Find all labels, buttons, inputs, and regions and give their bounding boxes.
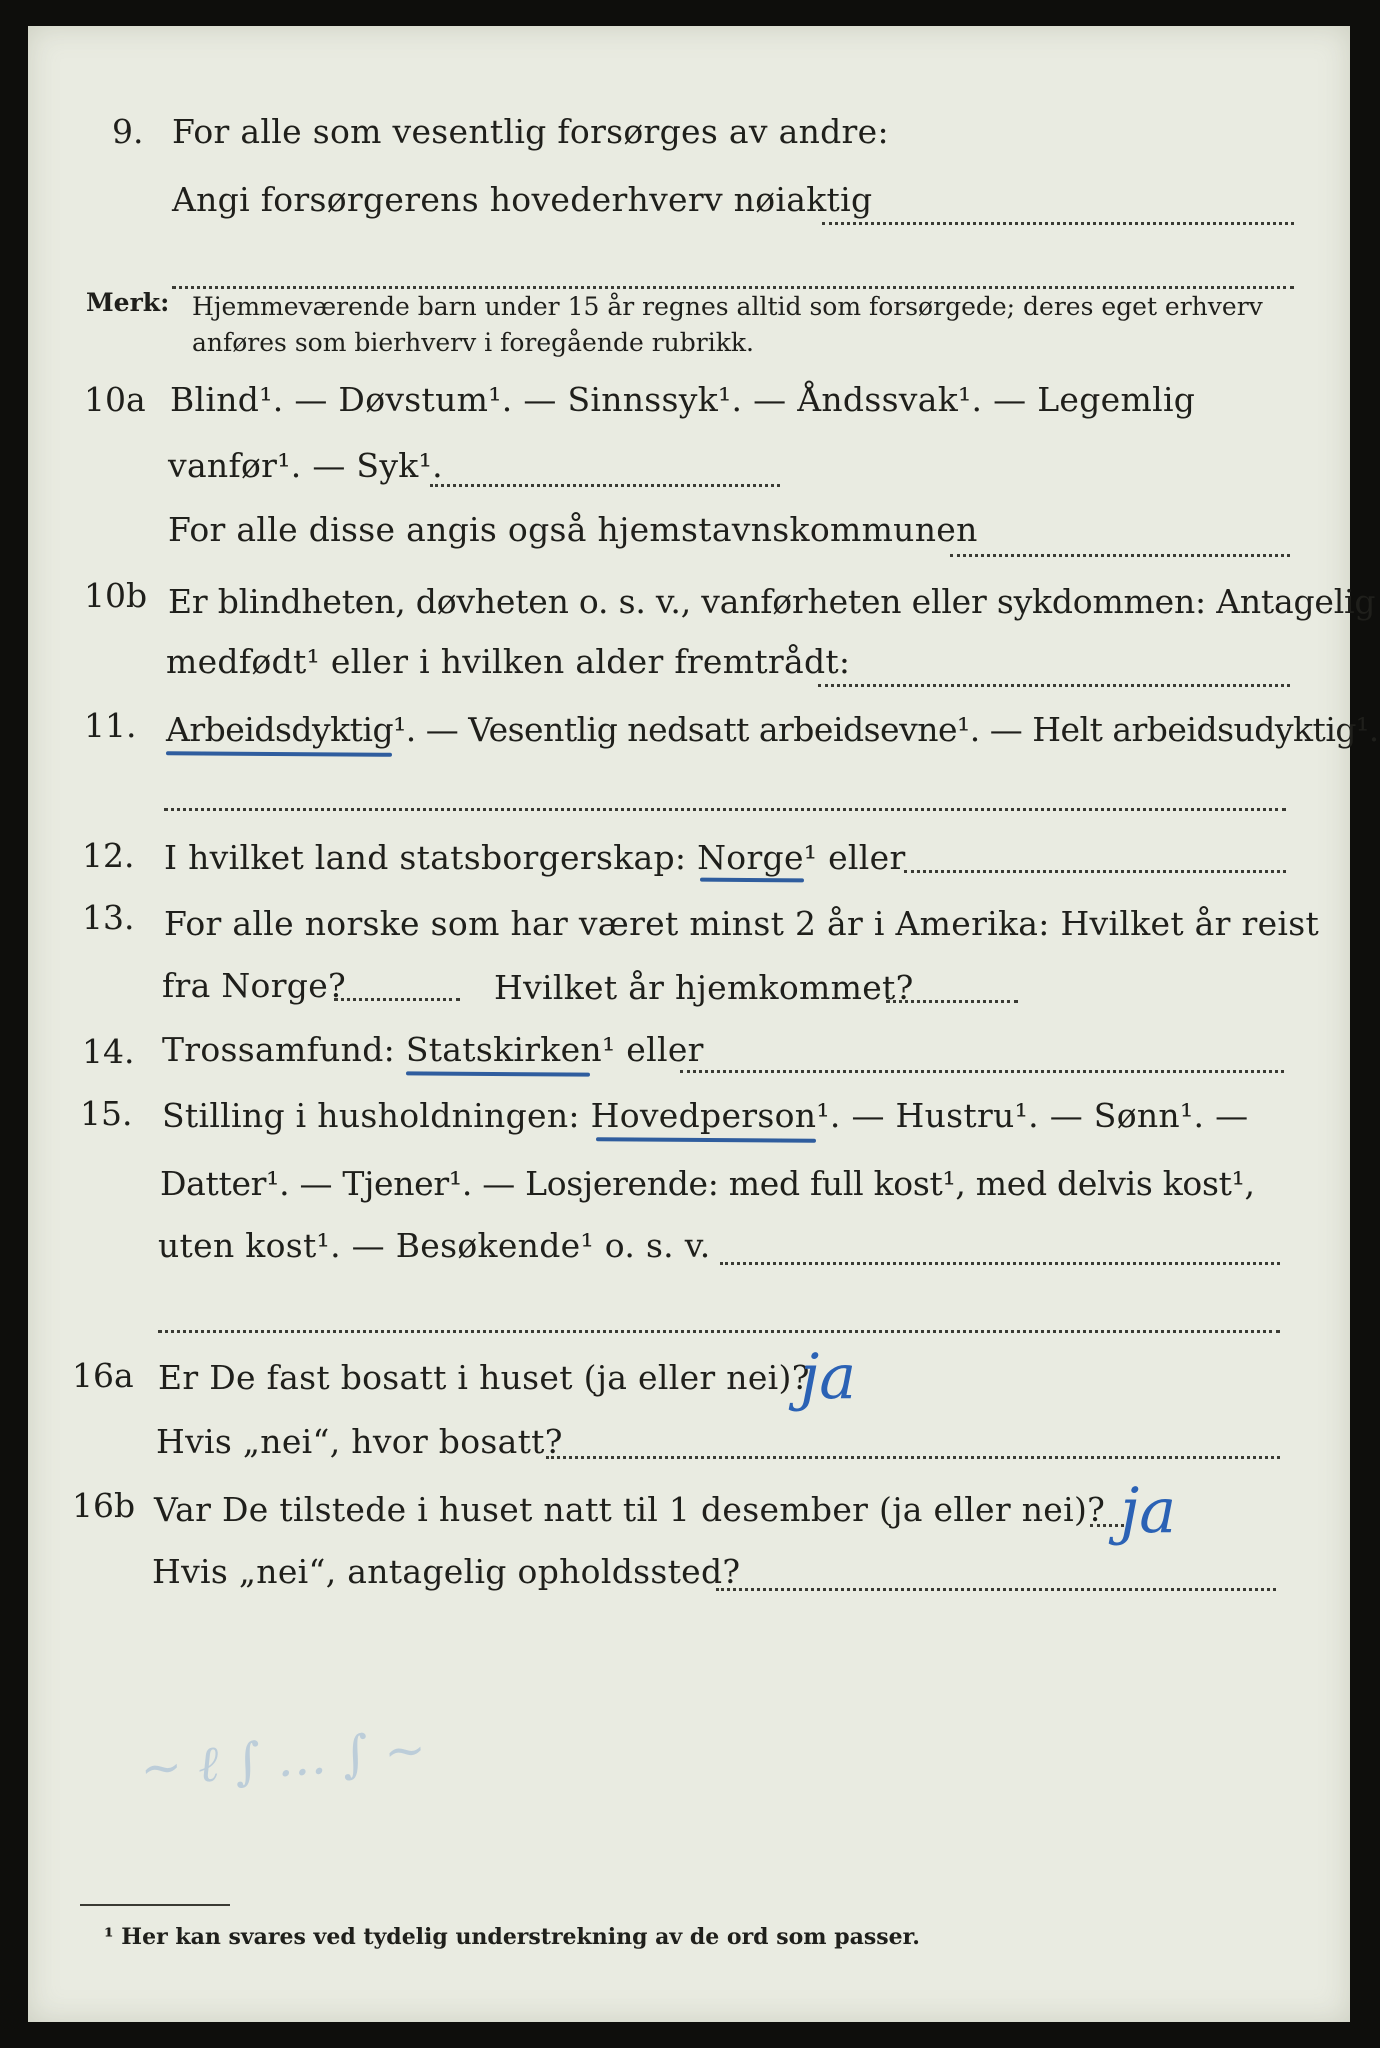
question-11-number: 11. (84, 706, 137, 745)
answer-line-10a-2[interactable] (950, 554, 1290, 557)
question-16a-number: 16a (72, 1356, 134, 1395)
question-9-line-1: For alle som vesentlig forsørges av andre: (172, 112, 889, 151)
question-16a-line-1: Er De fast bosatt i huset (ja eller nei)? (158, 1358, 810, 1397)
answer-line-16a[interactable] (546, 1456, 1280, 1459)
footnote-text: ¹ Her kan svares ved tydelig understrekning av de ord som passer. (104, 1924, 920, 1950)
question-14-number: 14. (82, 1032, 135, 1071)
bleed-through-handwriting: ~ ℓ ∫ … ∫ ~ (138, 1720, 428, 1798)
question-16b-line-1: Var De tilstede i huset natt til 1 desember (ja eller nei)? (154, 1490, 1106, 1529)
answer-line-10b[interactable] (818, 684, 1290, 687)
question-15-line-1: Stilling i husholdningen: Hovedperson¹. — Hustru¹. — Sønn¹. — (162, 1096, 1249, 1135)
question-9-line-2: Angi forsørgerens hovederhverv nøiaktig (172, 180, 873, 219)
answer-line-15a[interactable] (720, 1262, 1280, 1265)
question-9-number: 9. (112, 112, 144, 151)
handwritten-answer-16a: ja (800, 1340, 857, 1413)
note-label: Merk: (86, 288, 170, 317)
question-16a-line-2: Hvis „nei“, hvor bosatt? (156, 1422, 563, 1461)
question-10b-number: 10b (84, 576, 148, 615)
answer-line-14[interactable] (680, 1070, 1284, 1073)
question-13-line-2a: fra Norge? (162, 966, 347, 1005)
question-12-number: 12. (82, 836, 135, 875)
answer-line-11[interactable] (164, 808, 1286, 811)
question-13-line-2b: Hvilket år hjemkommet? (494, 968, 914, 1007)
answer-line-10a-1[interactable] (430, 484, 780, 487)
question-10a-line-2: vanfør¹. — Syk¹. (168, 446, 443, 485)
question-15-number: 15. (80, 1094, 133, 1133)
question-10a-line-1: Blind¹. — Døvstum¹. — Sinnssyk¹. — Åndssvak¹. — Legemlig (170, 380, 1196, 419)
question-14-line-1: Trossamfund: Statskirken¹ eller (162, 1030, 704, 1069)
answer-line-13a[interactable] (334, 998, 460, 1001)
question-15-line-2: Datter¹. — Tjener¹. — Losjerende: med full kost¹, med delvis kost¹, (160, 1164, 1255, 1203)
handwritten-answer-16b: ja (1120, 1474, 1177, 1547)
answer-line-13b[interactable] (886, 1000, 1018, 1003)
question-13-number: 13. (82, 898, 135, 937)
census-form-page (28, 26, 1350, 2022)
footnote-rule (80, 1904, 230, 1906)
question-10b-line-1: Er blindheten, døvheten o. s. v., vanførheten eller sykdommen: Antagelig (168, 582, 1376, 621)
question-15-line-3: uten kost¹. — Besøkende¹ o. s. v. (158, 1226, 711, 1265)
question-10b-line-2: medfødt¹ eller i hvilken alder fremtrådt: (166, 642, 851, 681)
note-line-1: Hjemmeværende barn under 15 år regnes alltid som forsørgede; deres eget erhverv (192, 292, 1263, 321)
answer-line-15b[interactable] (158, 1330, 1280, 1333)
question-13-line-1: For alle norske som har været minst 2 år i Amerika: Hvilket år reist (164, 904, 1320, 943)
question-11-line-1: Arbeidsdyktig¹. — Vesentlig nedsatt arbeidsevne¹. — Helt arbeidsudyktig¹. (166, 710, 1379, 749)
answer-line-9a[interactable] (822, 222, 1294, 225)
answer-line-12[interactable] (904, 870, 1286, 873)
question-16b-number: 16b (72, 1486, 136, 1525)
question-10a-line-3: For alle disse angis også hjemstavnskommunen (168, 510, 978, 549)
underline-norge (700, 878, 804, 883)
question-10a-number: 10a (84, 380, 146, 419)
question-16b-line-2: Hvis „nei“, antagelig opholdssted? (152, 1552, 741, 1591)
answer-line-9b[interactable] (172, 286, 1294, 289)
note-line-2: anføres som bierhverv i foregående rubrikk. (192, 328, 754, 357)
answer-line-16b-2[interactable] (716, 1588, 1276, 1591)
question-12-line-1: I hvilket land statsborgerskap: Norge¹ eller (164, 838, 906, 877)
